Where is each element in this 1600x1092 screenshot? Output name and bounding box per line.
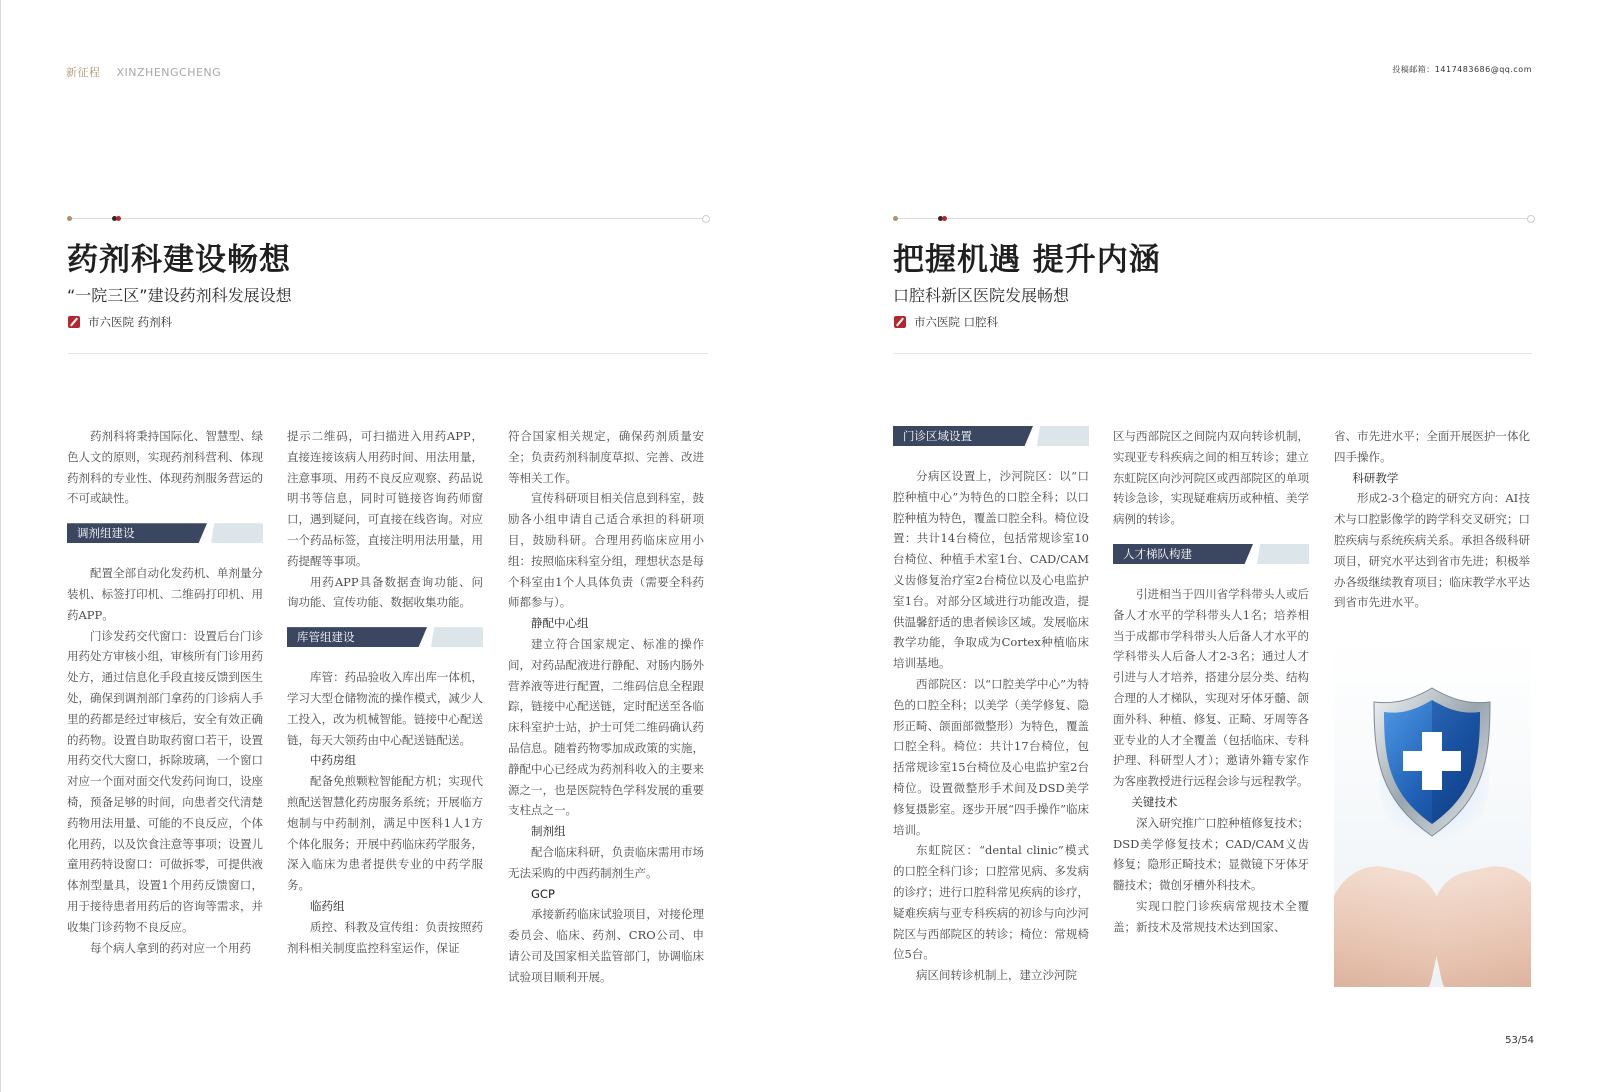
article-title: 把握机遇 提升内涵 <box>893 242 1161 278</box>
paragraph: 西部院区：以“口腔美学中心”为特色的口腔全科；以美学（美学修复、隐形正畸、颌面部微整形）为特色，覆盖口腔全科。椅位：共计17台椅位，包括常规诊室15台椅位及心电监护室2台椅位。设置微整形手术间及DSD美学修复摄影室。逐步开展“四手操作”临床培训。 <box>893 676 1089 837</box>
running-head-cn: 新征程 <box>66 66 101 79</box>
paragraph: 深入研究推广口腔种植修复技术；DSD美学修复技术；CAD/CAM义齿修复；隐形正畸技术；显微镜下牙体牙髓技术；微创牙槽外科技术。 <box>1113 815 1309 893</box>
subheading: 制剂组 <box>531 824 566 839</box>
shield-photo <box>1334 640 1531 987</box>
rule-dot <box>942 216 947 221</box>
title-rule <box>68 218 708 219</box>
subheading: 静配中心组 <box>531 616 589 631</box>
paragraph: 配备免煎颗粒智能配方机；实现代煎配送智慧化药房服务系统；开展临方炮制与中药制剂，满足中医科1人1方个体化服务；开展中药临床药学服务，深入临床为患者提供专业的中药学服务。 <box>287 774 483 893</box>
paragraph: 门诊发药交代窗口：设置后台门诊用药处方审核小组，审核所有门诊用药处方，通过信息化手段直接反馈到医生处，确保到调剂部门拿药的门诊病人手里的药都是经过审核后，安全有效正确的药物。设置自助取药窗口若干，设置用药交代大窗口，拆除玻璃，一个窗口对应一个面对面交代发药问询口，设座椅，预备足够的时间，向患者交代清楚药物用法用量、可能的不良反应，个体化用药，以及饮食注意等事项；设置儿童用药特设窗口：可做拆零，可提供液体剂型量具，设置1个用药反馈窗口，用于接待患者用药后的咨询等需求，并收集门诊药物不良反应。 <box>67 628 263 934</box>
article-subtitle: “一院三区”建设药剂科发展设想 <box>67 286 292 305</box>
submission-email: 投稿邮箱：1417483686@qq.com <box>1392 65 1532 74</box>
section-bar-tail <box>211 523 263 543</box>
paragraph: 配置全部自动化发药机、单剂量分装机、标签打印机、二维码打印机、用药APP。 <box>67 566 263 622</box>
section-heading <box>1113 544 1309 564</box>
text-column-3 <box>1334 426 1530 613</box>
rule-dot <box>116 216 121 221</box>
subheading: 临药组 <box>310 898 345 913</box>
section-heading <box>67 523 263 543</box>
byline <box>68 314 172 330</box>
text-column-1 <box>67 426 263 958</box>
paragraph: 省、市先进水平；全面开展医护一体化四手操作。 <box>1334 429 1530 464</box>
article-title: 药剂科建设畅想 <box>67 242 291 278</box>
paragraph: 病区间转诊机制上，建立沙河院 <box>916 968 1077 983</box>
byline-text: 市六医院 口腔科 <box>914 315 999 329</box>
section-bar-tail <box>1037 426 1089 446</box>
paragraph: 符合国家相关规定，确保药剂质量安全；负责药剂科制度草拟、完善、改进等相关工作。 <box>508 429 704 485</box>
pen-icon <box>894 316 906 328</box>
page-number: 53/54 <box>1505 1035 1534 1046</box>
subheading: 关键技术 <box>1131 794 1178 809</box>
section-heading <box>287 627 483 647</box>
running-head <box>66 64 221 80</box>
paragraph: 提示二维码，可扫描进入用药APP，直接连接该病人用药时间、用法用量，注意事项、用药不良反应观察、药品说明书等信息，同时可链接咨询药师窗口，遇到疑问，可直接在线咨询。对应一个药品标签，直接注明用法用量，用药提醒等事项。 <box>287 429 483 568</box>
subheading: 科研教学 <box>1352 470 1399 485</box>
pen-icon <box>68 316 80 328</box>
rule-ring <box>702 215 710 223</box>
text-column-2 <box>287 426 483 958</box>
paragraph: 实现口腔门诊疾病常规技术全覆盖；新技术及常规技术达到国家、 <box>1113 898 1309 934</box>
section-heading <box>893 426 1089 446</box>
paragraph: 用药APP具备数据查询功能、问询功能、宣传功能、数据收集功能。 <box>287 574 483 610</box>
paragraph: 形成2-3个稳定的研究方向：AI技术与口腔影像学的跨学科交叉研究；口腔疾病与系统疾病关系。承担各级科研项目，研究水平达到省市先进；积极举办各级继续教育项目；临床教学水平达到省市先进水平。 <box>1334 491 1530 610</box>
section-bar-tail <box>431 627 483 647</box>
paragraph: 分病区设置上，沙河院区：以“口腔种植中心”为特色的口腔全科；以口腔种植为特色，覆盖口腔全科。椅位设置：共计14台椅位，包括常规诊室10台椅位、种植手术室1台、CAD/CAM义齿修复治疗室2台椅位以及心电监护室1台。对部分区域进行功能改造，提供温馨舒适的患者候诊区域。发展临床教学功能，争取成为Cortex种植临床培训基地。 <box>893 469 1089 671</box>
paragraph: 配合临床科研，负责临床需用市场无法采购的中西药制剂生产。 <box>508 844 704 880</box>
paragraph: 库管：药品验收入库出库一体机，学习大型仓储物流的操作模式，减少人工投入，改为机械智能。链接中心配送链，每天大领药由中心配送链配送。 <box>287 670 483 747</box>
section-heading-label: 门诊区域设置 <box>903 429 972 443</box>
paragraph: 东虹院区：“dental clinic”模式的口腔全科门诊；口腔常见病、多发病的诊疗；进行口腔科常见疾病的诊疗，疑难疾病与亚专科疾病的初诊与向沙河院区与西部院区的转诊；椅位：常规椅位5台。 <box>893 843 1089 962</box>
title-rule <box>894 218 1532 219</box>
paragraph: 每个病人拿到的药对应一个用药 <box>90 940 251 955</box>
byline-text: 市六医院 药剂科 <box>88 315 173 329</box>
paragraph: 区与西部院区之间院内双向转诊机制，实现亚专科疾病之间的相互转诊；建立东虹院区向沙河院区或西部院区的单项转诊急诊，实现疑难病历或种植、美学病例的转诊。 <box>1113 429 1309 527</box>
paragraph: 质控、科教及宣传组：负责按照药剂科相关制度监控科室运作，保证 <box>287 919 483 955</box>
text-column-3 <box>508 426 704 988</box>
rule-dot <box>67 216 72 221</box>
subheading: GCP <box>531 886 555 901</box>
section-bar-tail <box>1257 544 1309 564</box>
text-column-1 <box>893 426 1089 986</box>
text-column-2 <box>1113 426 1309 938</box>
rule-ring <box>1527 215 1535 223</box>
section-heading-label: 调剂组建设 <box>77 526 135 541</box>
paragraph: 宣传科研项目相关信息到科室，鼓励各小组申请自己适合承担的科研项目，鼓励科研。合理用药临床应用小组：按照临床科室分组，理想状态是每个科室由1个人具体负责（需要全科药师都参与）。 <box>508 491 704 610</box>
article-subtitle: 口腔科新区医院发展畅想 <box>893 286 1070 305</box>
byline <box>894 314 998 330</box>
section-heading-label: 人才梯队构建 <box>1123 546 1192 561</box>
paragraph: 建立符合国家规定、标准的操作间，对药品配液进行静配、对肠内肠外营养液等进行配置，二维码信息全程跟踪，链接中心配送链，定时配送至各临床科室护士站，护士可凭二维码确认药品信息。随着药物零加成政策的实施，静配中心已经成为药剂科收入的主要来源之一，也是医院特色学科发展的重要支柱点之一。 <box>508 636 704 818</box>
header-rule <box>894 353 1532 354</box>
section-heading-label: 库管组建设 <box>297 630 355 645</box>
paragraph: 引进相当于四川省学科带头人或后备人才水平的学科带头人1名；培养相当于成都市学科带头人后备人才水平的学科带头人后备人才2-3名；通过人才引进与人才培养，搭建分层分类、结构合理的人才梯队，实现对牙体牙髓、颌面外科、种植、修复、正畸、牙周等各亚专业的人才全覆盖（包括临床、专科护理、科研型人才）；邀请外籍专家作为客座教授进行远程会诊与远程教学。 <box>1113 586 1309 789</box>
running-head-en: XINZHENGCHENG <box>116 66 222 79</box>
paragraph: 药剂科将秉持国际化、智慧型、绿色人文的原则，实现药剂科营利、体现药剂科的专业性、体现药剂服务营运的不可或缺性。 <box>67 429 263 506</box>
subheading: 中药房组 <box>310 753 356 768</box>
rule-dot <box>893 216 898 221</box>
header-rule <box>68 353 708 354</box>
paragraph: 承接新药临床试验项目，对接伦理委员会、临床、药剂、CRO公司、申请公司及国家相关监管部门，协调临床试验项目顺利开展。 <box>508 907 704 984</box>
